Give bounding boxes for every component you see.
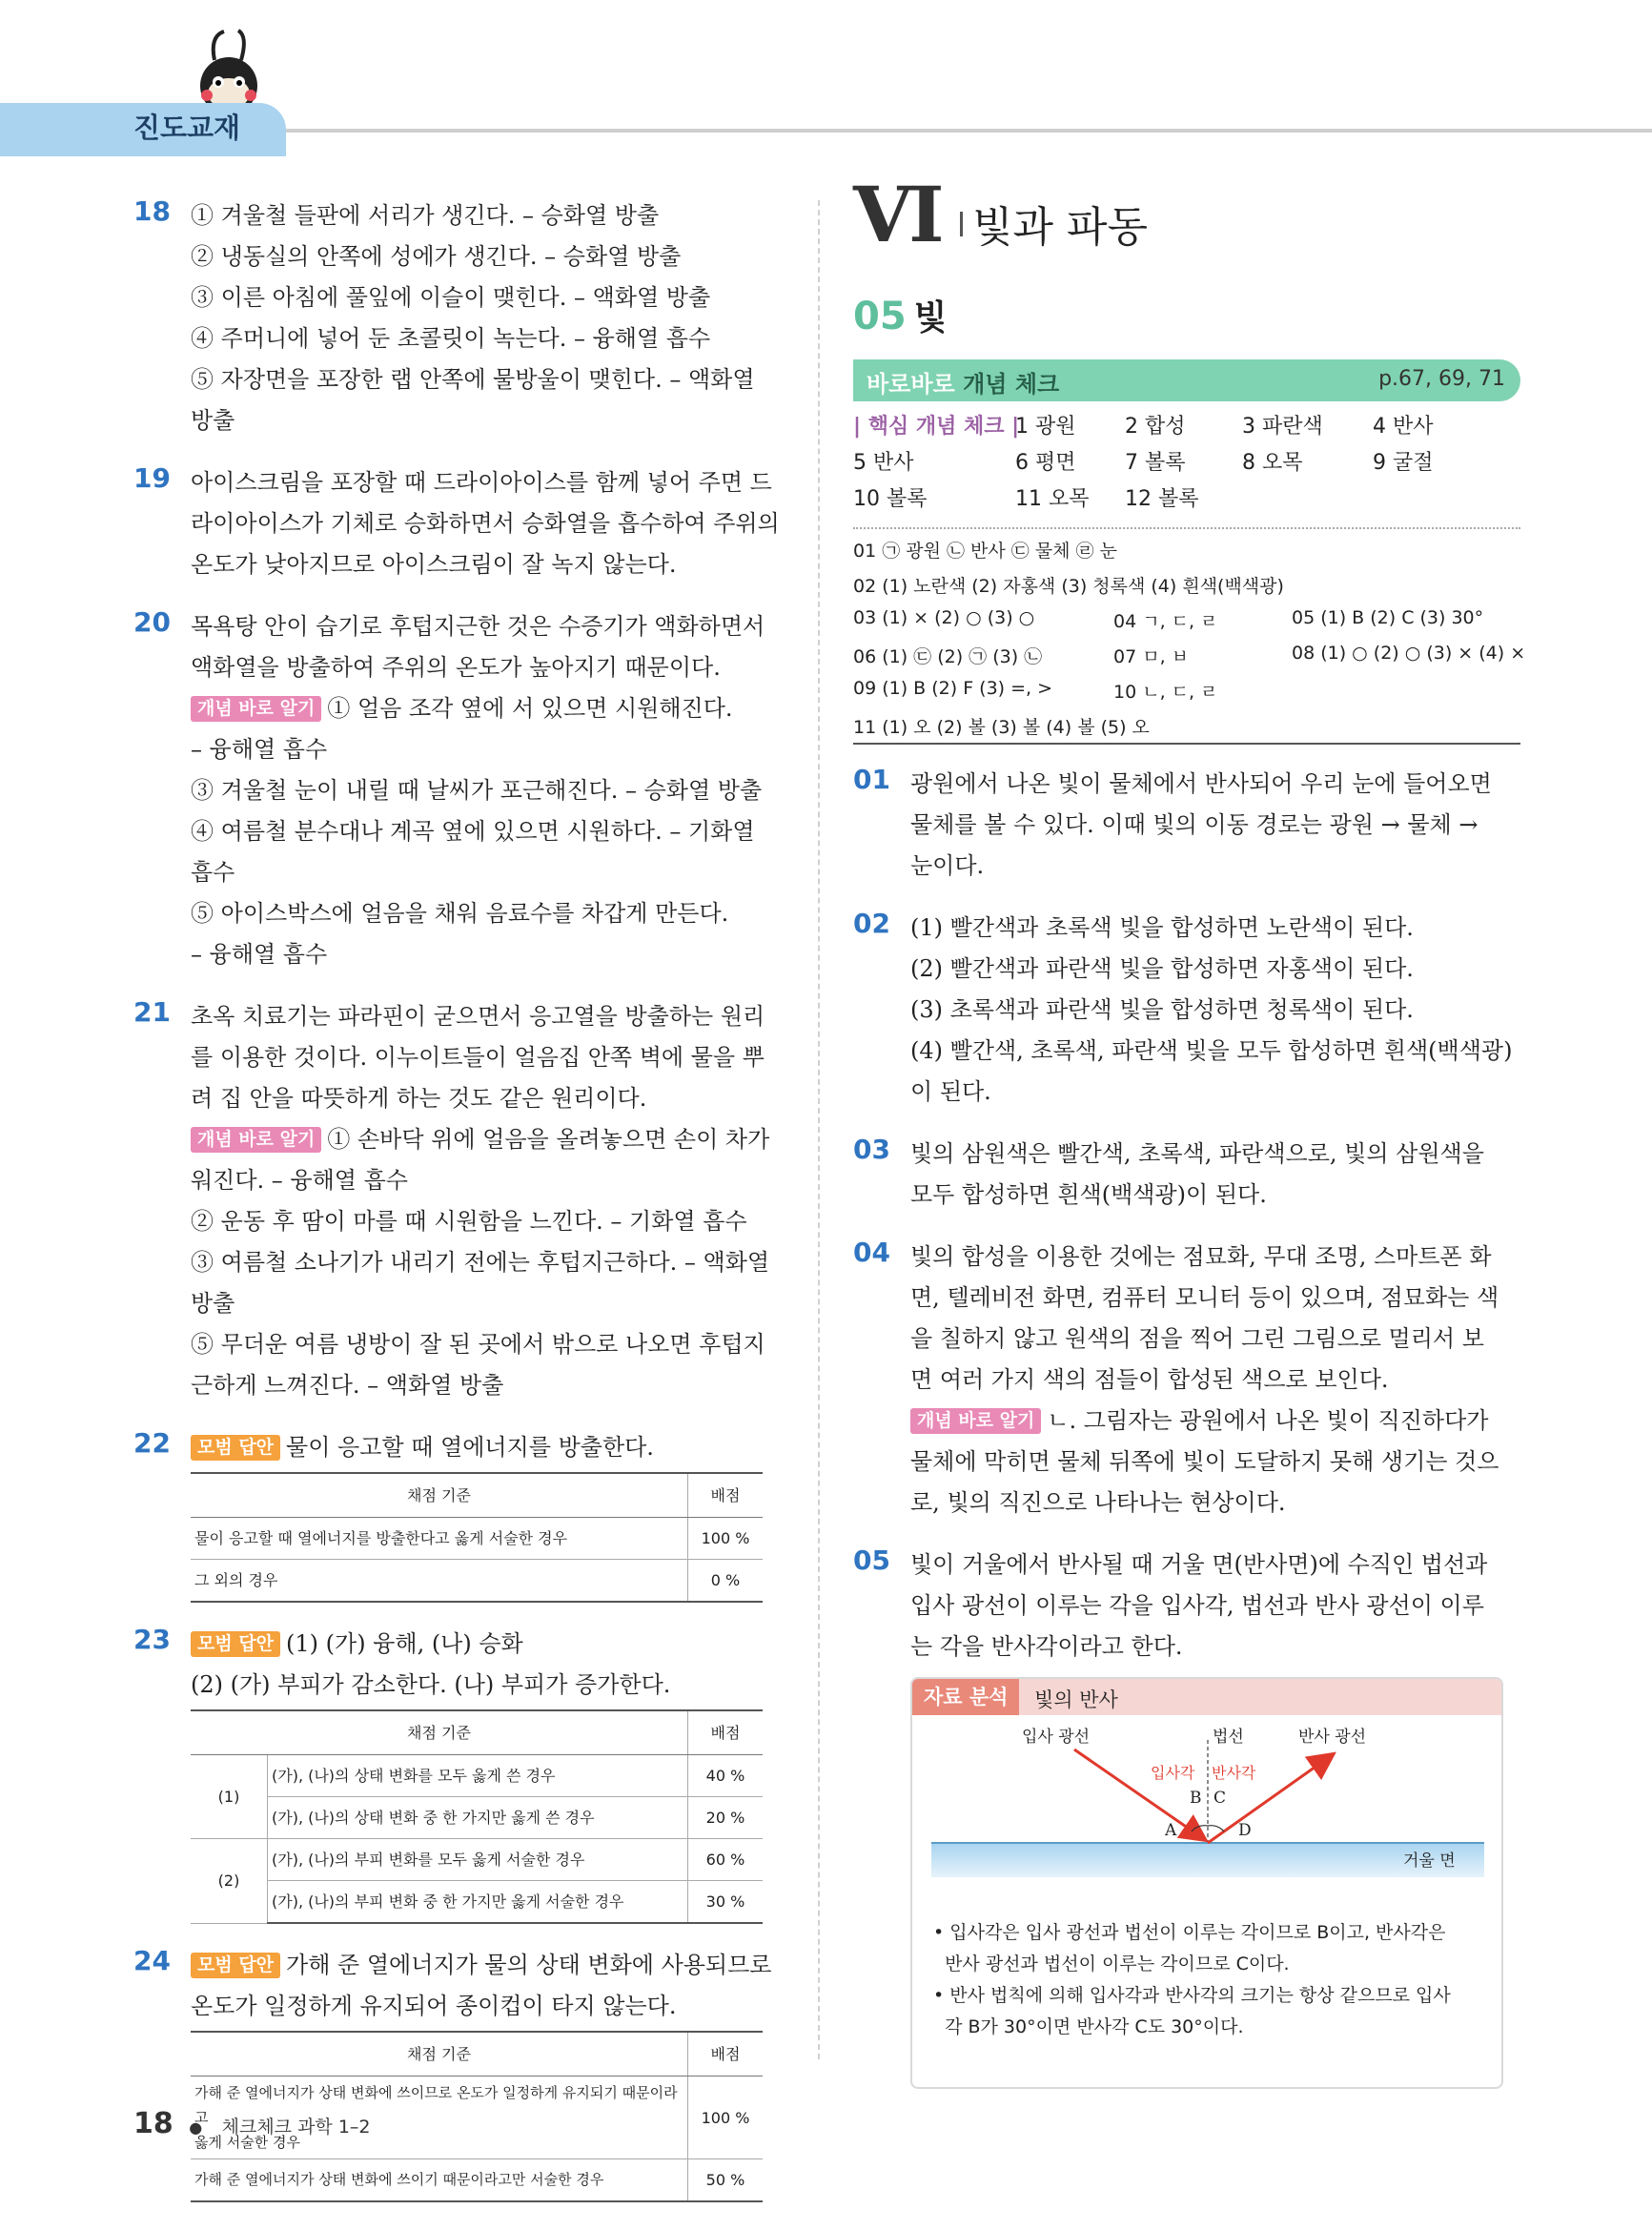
concept-item: 7 볼록 xyxy=(1125,451,1186,475)
table-cell: (2) xyxy=(191,1839,268,1924)
section-title: 빛 xyxy=(913,298,948,338)
page-footer xyxy=(133,2107,371,2140)
concept-item: 4 반사 xyxy=(1373,415,1434,439)
mirror-surface xyxy=(931,1843,1484,1877)
answer-line: 빛의 합성을 이용한 것에는 점묘화, 무대 조명, 스마트폰 화 xyxy=(910,1243,1492,1270)
answer-line: 액화열을 방출하여 주위의 온도가 높아지기 때문이다. xyxy=(191,654,721,681)
table-cell: (1) xyxy=(191,1755,268,1839)
angle-a-label: A xyxy=(1165,1821,1177,1840)
concept-check-title: 개념 체크 xyxy=(963,371,1060,398)
answer-line: 워진다. – 융해열 흡수 xyxy=(191,1167,408,1194)
short-answer: 05 (1) B (2) C (3) 30° xyxy=(1292,607,1484,628)
answer-line: 물체에 막히면 물체 뒤쪽에 빛이 도달하지 못해 생기는 것으 xyxy=(910,1448,1499,1475)
question-number: 21 xyxy=(133,996,171,1028)
answer-line: 눈이다. xyxy=(910,852,985,879)
answer-line: – 융해열 흡수 xyxy=(191,736,328,763)
right-column xyxy=(853,170,1526,2089)
answer-line: 려 집 안을 따뜻하게 하는 것도 같은 원리이다. xyxy=(191,1085,647,1112)
question-19 xyxy=(133,462,782,585)
answer-line: (3) 초록색과 파란색 빛을 합성하면 청록색이 된다. xyxy=(910,996,1414,1023)
answer-line: 광원에서 나온 빛이 물체에서 반사되어 우리 눈에 들어오면 xyxy=(910,770,1492,797)
section-heading xyxy=(853,291,1520,348)
short-answer: 02 (1) 노란색 (2) 자홍색 (3) 청록색 (4) 흰색(백색광) xyxy=(853,576,1284,597)
question-18 xyxy=(133,195,782,441)
concept-tag: 개념 바로 알기 xyxy=(191,1127,321,1153)
concept-item: 10 볼록 xyxy=(853,487,928,511)
analysis-tag: 자료 분석 xyxy=(912,1679,1019,1715)
table-cell: 20 % xyxy=(688,1797,764,1839)
table-cell: 40 % xyxy=(688,1755,764,1797)
question-number: 03 xyxy=(853,1134,890,1165)
answer-line: (1) (가) 융해, (나) 승화 xyxy=(286,1630,523,1657)
angle-arc-out xyxy=(1208,1826,1224,1831)
note-line: • 입사각은 입사 광선과 법선이 이루는 각이므로 B이고, 반사각은 xyxy=(933,1922,1446,1943)
answer-line: ⑤ 자장면을 포장한 랩 안쪽에 물방울이 맺힌다. – 액화열 xyxy=(191,366,755,393)
question-04 xyxy=(853,1237,1520,1524)
answer-line: ④ 여름철 분수대나 계곡 옆에 있으면 시원하다. – 기화열 xyxy=(191,818,755,845)
section-divider xyxy=(853,743,1520,745)
table-header: 배점 xyxy=(688,2032,764,2077)
answer-line: (1) 빨간색과 초록색 빛을 합성하면 노란색이 된다. xyxy=(910,914,1414,941)
answer-line: 온도가 일정하게 유지되어 종이컵이 타지 않는다. xyxy=(191,1993,677,2019)
answer-line: 온도가 낮아지므로 아이스크림이 잘 녹지 않는다. xyxy=(191,551,677,578)
answer-line: ④ 주머니에 넣어 둔 초콜릿이 녹는다. – 융해열 흡수 xyxy=(191,325,711,352)
answer-line: (4) 빨간색, 초록색, 파란색 빛을 모두 합성하면 흰색(백색광) xyxy=(910,1037,1513,1064)
answer-line: ③ 이른 아침에 풀잎에 이슬이 맺힌다. – 액화열 방출 xyxy=(191,284,711,311)
answer-line: 를 이용한 것이다. 이누이트들이 얼음집 안쪽 벽에 물을 뿌 xyxy=(191,1044,765,1071)
angle-c-label: C xyxy=(1214,1789,1227,1808)
answer-line: ① 겨울철 들판에 서리가 생긴다. – 승화열 방출 xyxy=(191,202,660,229)
question-number: 20 xyxy=(133,606,171,638)
question-23 xyxy=(133,1624,782,1924)
concept-item: 2 합성 xyxy=(1125,415,1186,439)
table-row xyxy=(191,1560,763,1603)
question-number: 04 xyxy=(853,1237,890,1268)
concept-item: 11 오목 xyxy=(1015,487,1090,511)
question-05 xyxy=(853,1545,1520,1667)
table-row xyxy=(191,1839,763,1881)
short-answer: 04 ㄱ, ㄷ, ㄹ xyxy=(1113,611,1218,632)
table-header: 채점 기준 xyxy=(191,1710,688,1755)
answer-line: 방출 xyxy=(191,407,235,434)
answer-line: 근하게 느껴진다. – 액화열 방출 xyxy=(191,1372,504,1399)
short-answer: 11 (1) 오 (2) 볼 (3) 볼 (4) 볼 (5) 오 xyxy=(853,717,1150,738)
chapter-heading xyxy=(853,172,1520,262)
bullet-icon: ● xyxy=(189,2118,203,2137)
scoring-table xyxy=(191,1472,763,1603)
chapter-number: VI xyxy=(853,170,941,259)
incident-ray-label: 입사 광선 xyxy=(1022,1728,1091,1747)
question-number: 24 xyxy=(133,1945,171,1976)
analysis-title: 빛의 반사 xyxy=(1034,1688,1118,1711)
answer-line: 물이 응고할 때 열에너지를 방출한다. xyxy=(286,1434,654,1461)
table-cell: (가), (나)의 상태 변화를 모두 옳게 쓴 경우 xyxy=(268,1755,688,1797)
answer-line: 빛의 삼원색은 빨간색, 초록색, 파란색으로, 빛의 삼원색을 xyxy=(910,1140,1484,1167)
concept-item: 1 광원 xyxy=(1015,415,1076,439)
table-cell: 0 % xyxy=(688,1560,764,1603)
table-cell: 30 % xyxy=(688,1881,764,1924)
answer-line: 입사 광선이 이루는 각을 입사각, 법선과 반사 광선이 이루 xyxy=(910,1592,1484,1619)
answer-line: ⑤ 아이스박스에 얼음을 채워 음료수를 차갑게 만든다. xyxy=(191,900,729,927)
data-analysis-box xyxy=(910,1677,1503,2089)
question-02 xyxy=(853,908,1520,1113)
core-concept-label: | 핵심 개념 체크 | xyxy=(853,415,1020,439)
table-header: 배점 xyxy=(688,1710,764,1755)
table-cell: 그 외의 경우 xyxy=(191,1560,688,1603)
answer-line: ③ 여름철 소나기가 내리기 전에는 후텁지근하다. – 액화열 xyxy=(191,1249,770,1276)
answer-line: (2) 빨간색과 파란색 빛을 합성하면 자홍색이 된다. xyxy=(910,955,1414,982)
answer-line: 방출 xyxy=(191,1290,235,1317)
question-03 xyxy=(853,1134,1520,1216)
table-cell: 60 % xyxy=(688,1839,764,1881)
note-line: • 반사 법칙에 의해 입사각과 반사각의 크기는 항상 같으므로 입사 xyxy=(933,1985,1451,2006)
header-rule xyxy=(286,129,1652,133)
question-number: 18 xyxy=(133,195,171,227)
page-reference: p.67, 69, 71 xyxy=(1378,367,1505,391)
short-answer: 01 ㉠ 광원 ㉡ 반사 ㉢ 물체 ㉣ 눈 xyxy=(853,541,1117,562)
answer-line: ① 얼음 조각 옆에 서 있으면 시원해진다. xyxy=(327,695,733,722)
table-cell: 물이 응고할 때 열에너지를 방출한다고 옳게 서술한 경우 xyxy=(191,1518,688,1560)
table-header: 채점 기준 xyxy=(191,1473,688,1518)
chapter-title: 빛과 파동 xyxy=(972,203,1149,252)
table-cell: (가), (나)의 부피 변화 중 한 가지만 옳게 서술한 경우 xyxy=(268,1881,688,1924)
short-answer: 07 ㅁ, ㅂ xyxy=(1113,646,1190,667)
table-cell: 가해 준 열에너지가 상태 변화에 쓰이기 때문이라고만 서술한 경우 xyxy=(194,2171,604,2188)
answer-line: 가해 준 열에너지가 물의 상태 변화에 사용되므로 xyxy=(286,1952,772,1978)
model-answer-tag: 모범 답안 xyxy=(191,1631,280,1657)
question-number: 05 xyxy=(853,1545,890,1576)
answer-line: 물체를 볼 수 있다. 이때 빛의 이동 경로는 광원 → 물체 → xyxy=(910,811,1479,838)
answer-line: ③ 겨울철 눈이 내릴 때 날씨가 포근해진다. – 승화열 방출 xyxy=(191,777,763,804)
answer-line: 흡수 xyxy=(191,859,235,886)
answer-line: 빛이 거울에서 반사될 때 거울 면(반사면)에 수직인 법선과 xyxy=(910,1551,1488,1578)
mirror-label: 거울 면 xyxy=(1403,1852,1456,1871)
table-row xyxy=(191,1881,763,1924)
concept-item: 9 굴절 xyxy=(1373,451,1434,475)
answer-line: 라이아이스가 기체로 승화하면서 승화열을 흡수하여 주위의 xyxy=(191,510,780,537)
answer-line: 을 칠하지 않고 원색의 점을 찍어 그린 그림으로 멀리서 보 xyxy=(910,1325,1484,1352)
short-answer-grid xyxy=(853,537,1526,738)
question-number: 23 xyxy=(133,1624,171,1655)
table-cell: 50 % xyxy=(688,2159,764,2202)
short-answer: 08 (1) ○ (2) ○ (3) × (4) × xyxy=(1292,643,1526,664)
answer-line: – 융해열 흡수 xyxy=(191,941,328,968)
table-cell: 가해 준 열에너지가 상태 변화에 쓰이므로 온도가 일정하게 유지되기 때문이라고 xyxy=(194,2084,678,2126)
question-number: 19 xyxy=(133,462,171,494)
page-number: 18 xyxy=(133,2107,173,2140)
answer-line: 초옥 치료기는 파라핀이 굳으면서 응고열을 방출하는 원리 xyxy=(191,1003,765,1030)
angle-b-label: B xyxy=(1190,1789,1202,1808)
question-21 xyxy=(133,996,782,1406)
question-number: 22 xyxy=(133,1427,171,1459)
header-label: 진도교재 xyxy=(133,112,241,144)
concept-item: 5 반사 xyxy=(853,451,914,475)
table-cell: 100 % xyxy=(688,1518,764,1560)
answer-line: (2) (가) 부피가 감소한다. (나) 부피가 증가한다. xyxy=(191,1671,671,1698)
table-row xyxy=(191,1797,763,1839)
question-20 xyxy=(133,606,782,975)
reflection-diagram xyxy=(922,1721,1494,1912)
scoring-table xyxy=(191,1709,763,1924)
incidence-angle-label: 입사각 xyxy=(1151,1764,1195,1782)
table-cell: 옳게 서술한 경우 xyxy=(194,2134,300,2151)
reflection-angle-label: 반사각 xyxy=(1212,1764,1256,1782)
question-22 xyxy=(133,1427,782,1603)
core-concept-grid xyxy=(853,409,1520,518)
book-title: 체크체크 과학 1–2 xyxy=(221,2117,371,2138)
chapter-divider xyxy=(960,212,963,236)
analysis-notes xyxy=(933,1917,1486,2043)
answer-line: ㄴ. 그림자는 광원에서 나온 빛이 직진하다가 xyxy=(1047,1407,1489,1434)
answer-line: ② 냉동실의 안쪽에 성에가 생긴다. – 승화열 방출 xyxy=(191,243,682,270)
table-cell: (가), (나)의 상태 변화 중 한 가지만 옳게 쓴 경우 xyxy=(268,1797,688,1839)
table-header: 배점 xyxy=(688,1473,764,1518)
concept-check-bar xyxy=(853,359,1520,401)
short-answer: 03 (1) × (2) ○ (3) ○ xyxy=(853,607,1035,628)
answer-line: ② 운동 후 땀이 마를 때 시원함을 느낀다. – 기화열 흡수 xyxy=(191,1208,747,1235)
question-number: 02 xyxy=(853,908,890,939)
concept-item: 6 평면 xyxy=(1015,451,1076,475)
normal-label: 법선 xyxy=(1213,1728,1244,1747)
concept-check-label: 바로바로 xyxy=(867,371,955,398)
concept-item: 8 오목 xyxy=(1242,451,1303,475)
answer-line: 아이스크림을 포장할 때 드라이아이스를 함께 넣어 주면 드 xyxy=(191,469,772,496)
answer-line: 이 된다. xyxy=(910,1078,991,1105)
answer-line: 로, 빛의 직진으로 나타나는 현상이다. xyxy=(910,1489,1286,1516)
table-row xyxy=(191,1755,763,1797)
answer-line: 모두 합성하면 흰색(백색광)이 된다. xyxy=(910,1181,1267,1208)
dotted-divider xyxy=(853,527,1520,529)
short-answer: 06 (1) ㉢ (2) ㉠ (3) ㉡ xyxy=(853,646,1043,667)
column-divider xyxy=(818,200,820,2059)
concept-item: 12 볼록 xyxy=(1125,487,1199,511)
answer-line: 면, 텔레비전 화면, 컴퓨터 모니터 등이 있으며, 점묘화는 색 xyxy=(910,1284,1499,1311)
short-answer: 09 (1) B (2) F (3) =, > xyxy=(853,678,1053,699)
concept-tag: 개념 바로 알기 xyxy=(910,1408,1041,1434)
table-header: 채점 기준 xyxy=(191,2032,688,2077)
concept-tag: 개념 바로 알기 xyxy=(191,696,321,722)
short-answer: 10 ㄴ, ㄷ, ㄹ xyxy=(1113,682,1218,703)
answer-line: ⑤ 무더운 여름 냉방이 잘 된 곳에서 밖으로 나오면 후텁지 xyxy=(191,1331,765,1358)
concept-item: 3 파란색 xyxy=(1242,415,1323,439)
model-answer-tag: 모범 답안 xyxy=(191,1435,280,1461)
question-24 xyxy=(133,1945,782,2202)
question-number: 01 xyxy=(853,764,890,795)
reflected-ray-label: 반사 광선 xyxy=(1298,1728,1367,1747)
angle-d-label: D xyxy=(1238,1821,1252,1840)
table-cell: 100 % xyxy=(688,2077,764,2159)
answer-line: 는 각을 반사각이라고 한다. xyxy=(910,1633,1183,1660)
answer-line: ① 손바닥 위에 얼음을 올려놓으면 손이 차가 xyxy=(327,1126,770,1153)
note-line: 반사 광선과 법선이 이루는 각이므로 C이다. xyxy=(933,1954,1290,1974)
table-row xyxy=(191,1518,763,1560)
model-answer-tag: 모범 답안 xyxy=(191,1953,280,1978)
left-column xyxy=(133,195,782,2223)
answer-line: 목욕탕 안이 습기로 후텁지근한 것은 수증기가 액화하면서 xyxy=(191,613,765,640)
table-cell: (가), (나)의 부피 변화를 모두 옳게 서술한 경우 xyxy=(268,1839,688,1881)
section-number: 05 xyxy=(853,295,907,338)
analysis-header xyxy=(912,1679,1501,1715)
answer-line: 면 여러 가지 색의 점들이 합성된 색으로 보인다. xyxy=(910,1366,1389,1393)
question-01 xyxy=(853,764,1520,887)
note-line: 각 B가 30°이면 반사각 C도 30°이다. xyxy=(933,2016,1244,2037)
table-row xyxy=(191,2159,763,2202)
